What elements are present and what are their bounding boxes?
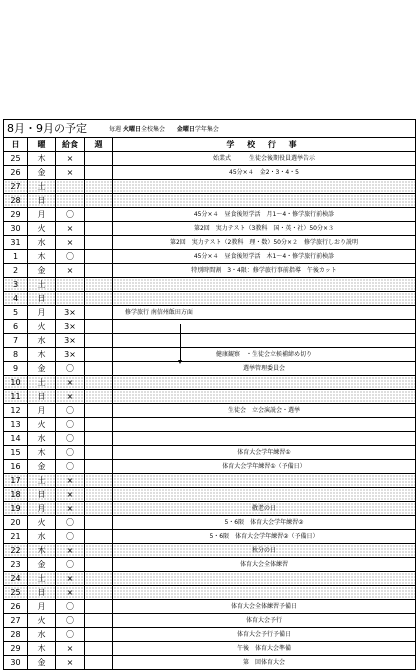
week-cell [85,306,113,320]
trip-span-arrow [180,324,181,361]
dow-cell: 月 [28,404,56,418]
lunch-cell: × [56,166,85,180]
lunch-cell [56,278,85,292]
date-cell: 29 [4,208,28,222]
date-cell: 9 [4,362,28,376]
assembly-note [109,123,219,137]
event-cell: 始業式 生徒会後期役員選挙告示 [113,152,416,166]
week-cell [85,432,113,446]
dow-cell: 火 [28,516,56,530]
event-cell [113,418,416,432]
lunch-cell: 3× [56,306,85,320]
dow-cell: 月 [28,600,56,614]
dow-cell: 土 [28,180,56,194]
dow-cell: 日 [28,194,56,208]
note-fri-day: 金曜日 [176,126,195,133]
date-cell: 7 [4,334,28,348]
event-cell: 体育大会学年練習① [113,446,416,460]
dow-cell: 水 [28,432,56,446]
date-cell: 3 [4,278,28,292]
week-cell [85,278,113,292]
week-cell [85,418,113,432]
week-cell [85,250,113,264]
schedule-row [4,348,416,362]
event-cell [113,292,416,306]
dow-cell: 金 [28,166,56,180]
dow-cell: 日 [28,292,56,306]
event-cell: 体育大会予行 [113,614,416,628]
schedule-row [4,376,416,390]
event-cell [113,572,416,586]
week-cell [85,222,113,236]
note-label: 毎週 [109,126,122,133]
dow-cell: 火 [28,222,56,236]
date-cell: 27 [4,180,28,194]
lunch-cell: × [56,474,85,488]
lunch-cell: 〇 [56,600,85,614]
dow-cell: 月 [28,502,56,516]
date-cell: 19 [4,502,28,516]
schedule-row [4,390,416,404]
page-title: 8月・9月の予定 [7,122,87,135]
dow-cell: 火 [28,614,56,628]
lunch-cell: × [56,586,85,600]
schedule-row [4,516,416,530]
schedule-row [4,558,416,572]
week-cell [85,614,113,628]
event-cell: 45分×４ 昼食後短学活 木1～4・修学旅行前検診 [113,250,416,264]
week-cell [85,376,113,390]
lunch-cell [56,292,85,306]
week-cell [85,292,113,306]
date-cell: 5 [4,306,28,320]
lunch-cell: 3× [56,348,85,362]
date-cell: 30 [4,656,28,670]
schedule-row [4,208,416,222]
date-cell: 29 [4,642,28,656]
sheet-header [3,119,416,137]
lunch-cell: × [56,656,85,670]
event-cell [113,432,416,446]
lunch-cell: 〇 [56,362,85,376]
event-cell [113,320,416,334]
lunch-cell: × [56,502,85,516]
date-cell: 4 [4,292,28,306]
dow-cell: 土 [28,474,56,488]
dow-cell: 木 [28,250,56,264]
dow-cell: 土 [28,572,56,586]
event-cell [113,376,416,390]
event-cell: 秋分の日 [113,544,416,558]
week-cell [85,208,113,222]
schedule-row [4,656,416,670]
schedule-row [4,446,416,460]
event-cell [113,586,416,600]
event-cell: 修学旅行 南信州飯田方面 [113,306,416,320]
dow-cell: 木 [28,348,56,362]
schedule-row [4,544,416,558]
date-cell: 20 [4,516,28,530]
lunch-cell: × [56,544,85,558]
dow-cell: 木 [28,544,56,558]
schedule-row [4,404,416,418]
date-cell: 8 [4,348,28,362]
week-cell [85,194,113,208]
schedule-row [4,572,416,586]
date-cell: 21 [4,530,28,544]
schedule-row [4,180,416,194]
date-cell: 28 [4,194,28,208]
dow-cell: 水 [28,334,56,348]
lunch-cell: 〇 [56,250,85,264]
col-header-date: 日 [4,138,28,152]
event-cell: 第2回 実力テスト（3教科 国・英・社）50分×３ [113,222,416,236]
event-cell: 選挙管理委員会 [113,362,416,376]
date-cell: 24 [4,572,28,586]
week-cell [85,404,113,418]
week-cell [85,544,113,558]
schedule-row [4,488,416,502]
date-cell: 26 [4,600,28,614]
lunch-cell: 3× [56,320,85,334]
dow-cell: 日 [28,488,56,502]
dow-cell: 月 [28,208,56,222]
event-cell: 第2回 実力テスト（2教科 理・数）50分×２ 修学旅行しおり説明 [113,236,416,250]
lunch-cell [56,194,85,208]
dow-cell: 木 [28,446,56,460]
week-cell [85,572,113,586]
lunch-cell: × [56,488,85,502]
week-cell [85,390,113,404]
date-cell: 31 [4,236,28,250]
schedule-row [4,306,416,320]
schedule-row [4,250,416,264]
dow-cell: 火 [28,320,56,334]
schedule-row [4,194,416,208]
lunch-cell: × [56,376,85,390]
schedule-row [4,460,416,474]
dow-cell: 水 [28,530,56,544]
dow-cell: 金 [28,264,56,278]
schedule-row [4,530,416,544]
lunch-cell: × [56,236,85,250]
week-cell [85,362,113,376]
event-cell [113,180,416,194]
week-cell [85,348,113,362]
date-cell: 15 [4,446,28,460]
schedule-row [4,628,416,642]
dow-cell: 水 [28,236,56,250]
lunch-cell: 〇 [56,614,85,628]
dow-cell: 土 [28,376,56,390]
event-cell: 午後 体育大会準備 [113,642,416,656]
week-cell [85,488,113,502]
dow-cell: 木 [28,152,56,166]
schedule-row [4,334,416,348]
week-cell [85,600,113,614]
week-cell [85,236,113,250]
lunch-cell [56,180,85,194]
week-cell [85,180,113,194]
date-cell: 13 [4,418,28,432]
schedule-row [4,264,416,278]
week-cell [85,586,113,600]
schedule-row [4,418,416,432]
event-cell: 体育大会予行予備日 [113,628,416,642]
note-fri-text: 学年集会 [194,126,219,133]
schedule-row [4,362,416,376]
col-header-event: 学 校 行 事 [113,138,416,152]
week-cell [85,474,113,488]
lunch-cell: 3× [56,334,85,348]
week-cell [85,516,113,530]
date-cell: 30 [4,222,28,236]
dow-cell: 土 [28,278,56,292]
date-cell: 17 [4,474,28,488]
date-cell: 25 [4,586,28,600]
date-cell: 11 [4,390,28,404]
week-cell [85,530,113,544]
date-cell: 14 [4,432,28,446]
dow-cell: 火 [28,418,56,432]
date-cell: 23 [4,558,28,572]
lunch-cell: × [56,152,85,166]
event-cell: 健康観察 ・生徒会立候補締め切り [113,348,416,362]
dow-cell: 金 [28,460,56,474]
lunch-cell: 〇 [56,418,85,432]
week-cell [85,502,113,516]
dow-cell: 金 [28,362,56,376]
lunch-cell: 〇 [56,628,85,642]
week-cell [85,334,113,348]
schedule-row [4,502,416,516]
header-row [4,138,416,152]
week-cell [85,264,113,278]
dow-cell: 水 [28,628,56,642]
lunch-cell: × [56,390,85,404]
lunch-cell: 〇 [56,208,85,222]
week-cell [85,152,113,166]
lunch-cell: 〇 [56,530,85,544]
schedule-row [4,642,416,656]
col-header-week: 週 [85,138,113,152]
week-cell [85,460,113,474]
lunch-cell: 〇 [56,432,85,446]
lunch-cell: × [56,642,85,656]
lunch-cell: 〇 [56,516,85,530]
event-cell: 特別時間割 3・4限：修学旅行事前指導 午後カット [113,264,416,278]
schedule-row [4,614,416,628]
week-cell [85,642,113,656]
schedule-row [4,292,416,306]
lunch-cell: 〇 [56,558,85,572]
event-cell: 生徒会 立会演説会・選挙 [113,404,416,418]
date-cell: 2 [4,264,28,278]
schedule-row [4,236,416,250]
schedule-row [4,586,416,600]
schedule-row [4,278,416,292]
event-cell: 45分×４ 金2・3・4・5 [113,166,416,180]
lunch-cell: × [56,264,85,278]
schedule-row [4,166,416,180]
week-cell [85,446,113,460]
event-cell [113,334,416,348]
lunch-cell: 〇 [56,446,85,460]
schedule-row [4,152,416,166]
date-cell: 10 [4,376,28,390]
date-cell: 1 [4,250,28,264]
dow-cell: 金 [28,558,56,572]
date-cell: 16 [4,460,28,474]
date-cell: 26 [4,166,28,180]
date-cell: 12 [4,404,28,418]
date-cell: 18 [4,488,28,502]
event-cell [113,474,416,488]
event-cell: 敬老の日 [113,502,416,516]
event-cell: 第 回体育大会 [113,656,416,670]
event-cell [113,278,416,292]
dow-cell: 金 [28,656,56,670]
event-cell [113,194,416,208]
date-cell: 27 [4,614,28,628]
date-cell: 22 [4,544,28,558]
event-cell: 体育大会全体練習予備日 [113,600,416,614]
schedule-table [3,137,416,670]
schedule-row [4,432,416,446]
schedule-row [4,600,416,614]
note-tue-text: 全校集会 [140,126,165,133]
dow-cell: 日 [28,586,56,600]
week-cell [85,558,113,572]
schedule-body [4,138,416,670]
dow-cell: 日 [28,390,56,404]
week-cell [85,628,113,642]
lunch-cell: × [56,572,85,586]
date-cell: 28 [4,628,28,642]
event-cell: 体育大会学年練習①（予備日） [113,460,416,474]
event-cell [113,390,416,404]
schedule-row [4,474,416,488]
dow-cell: 木 [28,642,56,656]
lunch-cell: 〇 [56,404,85,418]
schedule-sheet [3,119,416,670]
col-header-dow: 曜 [28,138,56,152]
event-cell [113,488,416,502]
week-cell [85,320,113,334]
date-cell: 25 [4,152,28,166]
schedule-row [4,320,416,334]
event-cell: 5・6限 体育大会学年練習② [113,516,416,530]
event-cell: 5・6限 体育大会学年練習②（予備日） [113,530,416,544]
week-cell [85,656,113,670]
note-tue-day: 火曜日 [122,126,141,133]
col-header-lunch: 給食 [56,138,85,152]
lunch-cell: 〇 [56,460,85,474]
event-cell: 体育大会全体練習 [113,558,416,572]
dow-cell: 月 [28,306,56,320]
date-cell: 6 [4,320,28,334]
event-cell: 45分×４ 昼食後短学活 月1～4・修学旅行前検診 [113,208,416,222]
schedule-row [4,222,416,236]
lunch-cell: × [56,222,85,236]
week-cell [85,166,113,180]
